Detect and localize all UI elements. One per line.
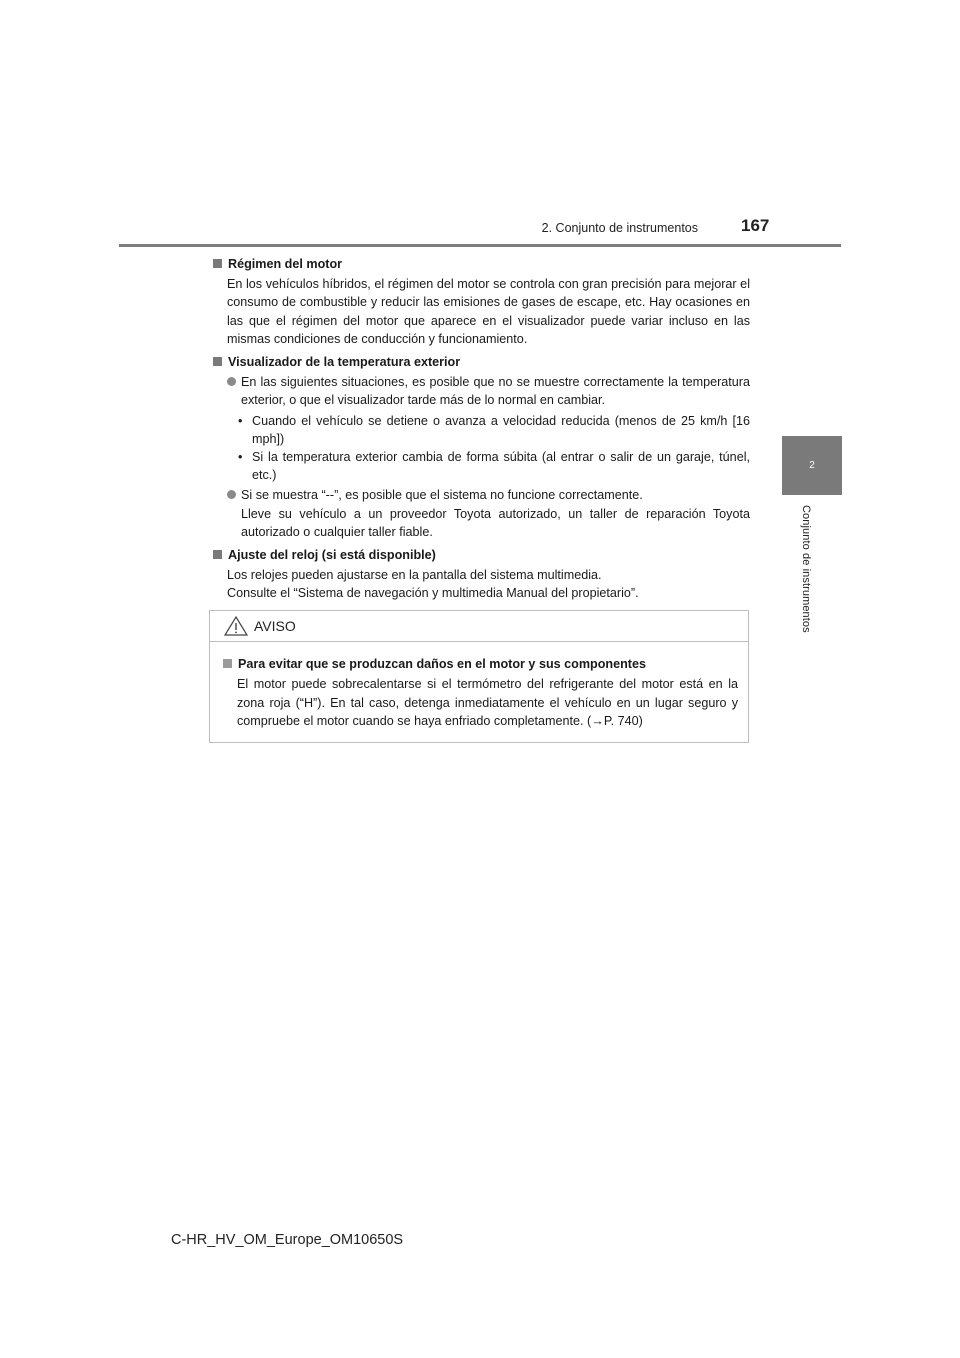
dot-marker-icon: • (238, 450, 243, 465)
running-header-section: 2. Conjunto de instrumentos (541, 221, 698, 235)
section-engine-speed (210, 255, 750, 348)
header-divider (119, 244, 841, 247)
page-number: 167 (741, 216, 770, 235)
warning-text: El motor puede sobrecalentarse si el termómetro del refrigerante del motor está en la zona roja (“H”). En tal caso, detenga inmediatamente el vehículo en un lugar seguro y compruebe el motor cuando se haya enfriado completamente. (→P. 740) (237, 677, 738, 729)
section-title: Ajuste del reloj (si está disponible) (228, 548, 436, 563)
square-bullet-icon (213, 550, 222, 559)
section-paragraph: En los vehículos híbridos, el régimen del motor se controla con gran precisión para mejorar el consumo de combustible y reducir las emisiones de gases de escape, etc. Hay ocasiones en las que el régimen del motor que aparece en el visualizador puede variar incluso en las mismas condiciones de conducción y funcionamiento. (227, 277, 750, 346)
section-title: Visualizador de la temperatura exterior (228, 355, 461, 370)
chapter-tab (782, 436, 842, 495)
round-bullet-icon (227, 490, 236, 499)
chapter-number: 2 (809, 460, 815, 471)
document-code: C-HR_HV_OM_Europe_OM10650S (171, 1232, 404, 1248)
list-item: En las siguientes situaciones, es posible que no se muestre correctamente la temperatura exterior, o que el visualizador tarde más de lo normal en cambiar. (227, 373, 750, 409)
warning-body (210, 642, 748, 731)
square-bullet-icon (223, 659, 232, 668)
dot-marker-icon: • (238, 413, 243, 428)
chapter-side-label: Conjunto de instrumentos (800, 505, 812, 633)
warning-triangle-icon (224, 616, 248, 636)
section-title: Régimen del motor (228, 257, 343, 271)
section-clock-setting (210, 546, 750, 603)
section-line: Consulte el “Sistema de navegación y multimedia Manual del propietario”. (227, 586, 639, 601)
section-line: Los relojes pueden ajustarse en la pantalla del sistema multimedia. (227, 568, 602, 583)
section-outside-temperature (210, 353, 750, 541)
sub-list-item: • Si la temperatura exterior cambia de forma súbita (al entrar o salir de un garaje, túnel, etc.) (238, 448, 750, 484)
page-content (210, 255, 750, 608)
square-bullet-icon (213, 259, 222, 268)
sub-list-item: • Cuando el vehículo se detiene o avanza a velocidad reducida (menos de 25 km/h [16 mph]) (238, 412, 750, 448)
warning-header (210, 611, 748, 642)
warning-label: AVISO (254, 618, 296, 634)
round-bullet-icon (227, 377, 236, 386)
warning-title: Para evitar que se produzcan daños en el motor y sus componentes (238, 657, 647, 671)
list-item: Si se muestra “--”, es posible que el sistema no funcione correctamente. Lleve su vehículo a un proveedor Toyota autorizado, un taller de reparación Toyota autorizado o cualquier taller fiable. (227, 486, 750, 541)
square-bullet-icon (213, 357, 222, 366)
warning-box (209, 610, 749, 743)
